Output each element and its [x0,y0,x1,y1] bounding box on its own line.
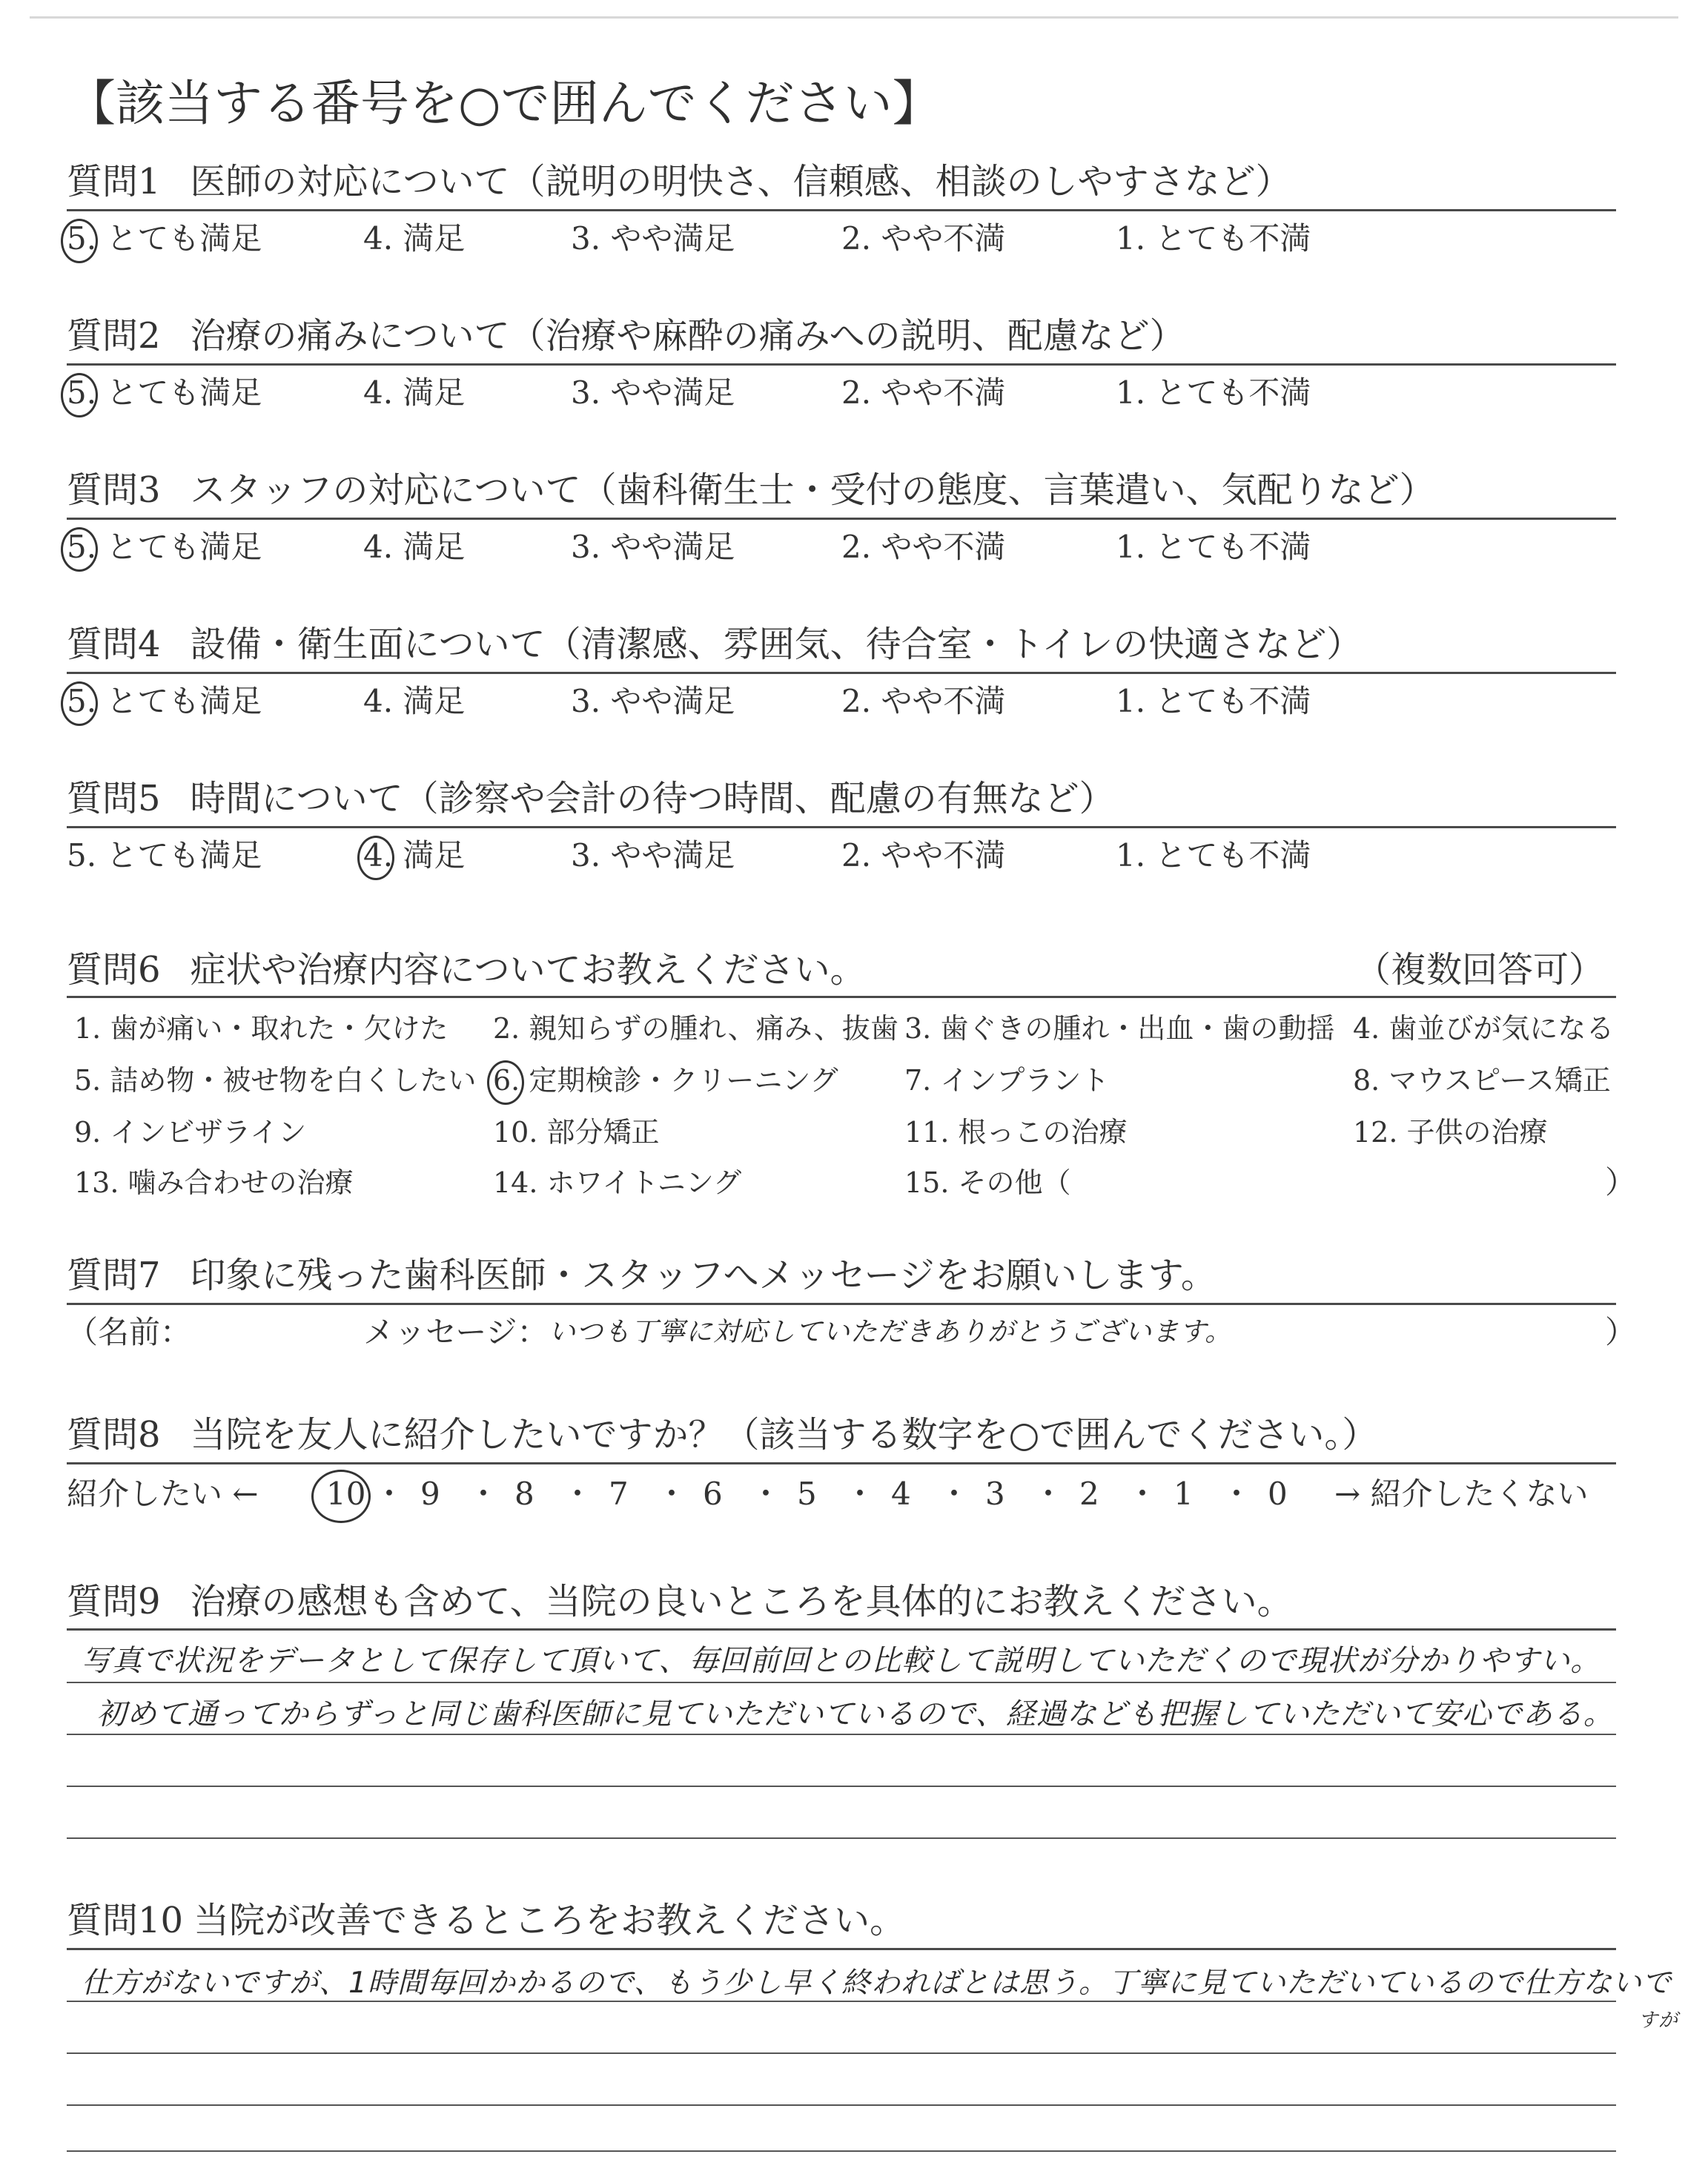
q2-text: 治療の痛みについて（治療や麻酔の痛みへの説明、配慮など） [190,315,1185,357]
q4-number: 質問4 [67,624,161,665]
q8-rule [67,1462,1616,1464]
q9-rule [67,1628,1616,1631]
q9-text: 治療の感想も含めて、当院の良いところを具体的にお教えください。 [190,1581,1293,1622]
q8-separator: ・ [656,1476,688,1512]
q6-rule [67,996,1616,998]
q8-title [67,1413,1377,1457]
q1-selected-circle [61,219,98,263]
q8-separator: ・ [374,1476,406,1512]
q3-text: スタッフの対応について（歯科衛生士・受付の態度、言葉遣い、気配りなど） [190,469,1435,511]
q5-option-3[interactable]: 3. やや満足 [571,837,735,873]
q2-rule [67,363,1616,366]
q5-selected-circle [357,836,394,880]
q5-number: 質問5 [67,778,161,819]
q1-rule [67,209,1616,211]
q10-answer-line-2: すが [1638,2009,1679,2032]
q9-line-1 [67,1682,1616,1683]
q10-title [67,1898,905,1943]
q10-line-3 [67,2104,1616,2106]
q8-right-label: → 紹介したくない [1334,1476,1589,1512]
q8-scale-4[interactable]: 4 [891,1476,911,1512]
q7-text: 印象に残った歯科医師・スタッフへメッセージをお願いします。 [190,1255,1217,1296]
q4-option-4[interactable]: 4. 満足 [363,683,466,719]
q6-option-1[interactable]: 1. 歯が痛い・取れた・欠けた [74,1012,448,1045]
q1-option-3[interactable]: 3. やや満足 [571,220,735,257]
q8-separator: ・ [562,1476,594,1512]
q7-number: 質問7 [67,1255,161,1296]
q9-answer-line-2: 初めて通ってからずっと同じ歯科医師に見ていただいているので、経過なども把握していただいて安心である。 [96,1697,1614,1731]
q2-title [67,314,1185,358]
q4-option-2[interactable]: 2. やや不満 [841,683,1006,719]
q2-option-5[interactable]: 5. とても満足 [67,374,262,411]
q5-text: 時間について（診察や会計の待つ時間、配慮の有無など） [190,778,1115,819]
top-border [30,16,1678,19]
q1-option-2[interactable]: 2. やや不満 [841,220,1006,257]
q3-option-4[interactable]: 4. 満足 [363,529,466,565]
q8-separator: ・ [468,1476,500,1512]
q1-option-1[interactable]: 1. とても不満 [1116,220,1311,257]
q2-option-2[interactable]: 2. やや不満 [841,374,1006,411]
q2-option-1[interactable]: 1. とても不満 [1116,374,1311,411]
q9-line-3 [67,1786,1616,1787]
q6-option-10[interactable]: 10. 部分矯正 [493,1116,660,1149]
q7-message-text: いつも丁寧に対応していただきありがとうございます。 [549,1317,1233,1347]
q6-option-9[interactable]: 9. インビザライン [74,1116,307,1149]
q8-scale-0[interactable]: 0 [1268,1476,1288,1512]
q8-scale-3[interactable]: 3 [985,1476,1005,1512]
q1-option-4[interactable]: 4. 満足 [363,220,466,257]
q8-number: 質問8 [67,1414,161,1456]
q3-option-3[interactable]: 3. やや満足 [571,529,735,565]
q3-title [67,468,1435,512]
q4-selected-circle [61,681,98,726]
q10-text: 当院が改善できるところをお教えください。 [193,1900,906,1941]
q9-number: 質問9 [67,1581,161,1622]
q8-separator: ・ [750,1476,782,1512]
q8-scale-6[interactable]: 6 [703,1476,723,1512]
q7-title [67,1253,1217,1298]
q2-option-3[interactable]: 3. やや満足 [571,374,735,411]
q1-number: 質問1 [67,161,161,202]
q4-title [67,622,1362,667]
q6-option-12[interactable]: 12. 子供の治療 [1353,1116,1548,1149]
q6-text: 症状や治療内容についてお教えください。 [190,949,866,991]
q1-text: 医師の対応について（説明の明快さ、信頼感、相談のしやすさなど） [190,161,1291,202]
q8-scale-1[interactable]: 1 [1174,1476,1194,1512]
q8-separator: ・ [939,1476,970,1512]
q8-selected-circle [311,1470,371,1523]
q10-line-1 [67,2001,1616,2002]
q8-separator: ・ [844,1476,876,1512]
q8-separator: ・ [1033,1476,1065,1512]
q9-answer-line-1: 写真で状況をデータとして保存して頂いて、毎回前回との比較して説明していただくので現状が分かりやすい。 [82,1644,1601,1678]
q10-number: 質問10 [67,1900,184,1941]
q1-title [67,159,1291,204]
q6-option-5[interactable]: 5. 詰め物・被せ物を白くしたい [74,1064,477,1097]
q8-left-label: 紹介したい ← [67,1476,259,1512]
q4-rule [67,672,1616,674]
q8-separator: ・ [1127,1476,1159,1512]
q8-scale-5[interactable]: 5 [797,1476,817,1512]
q8-separator: ・ [1221,1476,1253,1512]
q8-scale-2[interactable]: 2 [1079,1476,1099,1512]
q10-rule [67,1948,1616,1950]
q5-option-2[interactable]: 2. やや不満 [841,837,1006,873]
q6-option-2[interactable]: 2. 親知らずの腫れ、痛み、抜歯 [493,1012,898,1045]
q2-option-4[interactable]: 4. 満足 [363,374,466,411]
q5-option-1[interactable]: 1. とても不満 [1116,837,1311,873]
q6-title [67,948,866,992]
q7-rule [67,1303,1616,1305]
q6-option-14[interactable]: 14. ホワイトニング [493,1166,742,1199]
q9-line-2 [67,1734,1616,1735]
q5-title [67,776,1115,821]
q8-text: 当院を友人に紹介したいですか？（該当する数字を○で囲んでください。） [190,1414,1378,1456]
q6-option-15[interactable]: 15. その他（ [904,1166,1071,1199]
q8-scale-9[interactable]: 9 [420,1476,440,1512]
q4-option-3[interactable]: 3. やや満足 [571,683,735,719]
q6-option-7[interactable]: 7. インプラント [904,1064,1110,1097]
q6-option-8[interactable]: 8. マウスピース矯正 [1353,1064,1611,1097]
q6-multiple-note: （複数回答可） [1354,949,1604,991]
q6-selected-circle [487,1060,524,1105]
q10-answer-line-1: 仕方がないですが、1時間毎回かかるので、もう少し早く終わればとは思う。丁寧に見ていただいているので仕方ないで [82,1966,1672,2000]
q5-rule [67,826,1616,828]
q10-line-4 [67,2150,1616,2152]
q1-option-5[interactable]: 5. とても満足 [67,220,262,257]
page-heading: 【該当する番号を○で囲んでください】 [67,75,941,132]
q6-option-11[interactable]: 11. 根っこの治療 [904,1116,1128,1149]
q3-option-5[interactable]: 5. とても満足 [67,529,262,565]
q3-option-1[interactable]: 1. とても不満 [1116,529,1311,565]
q6-option-13[interactable]: 13. 噛み合わせの治療 [74,1166,354,1199]
q7-name-label: （名前： [67,1314,192,1350]
q4-text: 設備・衛生面について（清潔感、雰囲気、待合室・トイレの快適さなど） [190,624,1363,665]
q2-selected-circle [61,373,98,417]
q7-close: ） [1605,1314,1637,1350]
q9-line-4 [67,1837,1616,1839]
q3-rule [67,518,1616,520]
q6-number: 質問6 [67,949,161,991]
q9-title [67,1579,1293,1624]
q5-option-5[interactable]: 5. とても満足 [67,837,262,873]
q8-scale-7[interactable]: 7 [609,1476,629,1512]
q8-scale-10[interactable]: 10 [326,1476,366,1512]
q6-other-close: ） [1605,1164,1637,1200]
q7-message-label: メッセージ： [363,1314,549,1350]
q10-line-2 [67,2052,1616,2054]
q4-option-5[interactable]: 5. とても満足 [67,683,262,719]
q8-scale-8[interactable]: 8 [514,1476,534,1512]
q6-option-3[interactable]: 3. 歯ぐきの腫れ・出血・歯の動揺 [904,1012,1335,1045]
q3-number: 質問3 [67,469,161,511]
q5-option-4[interactable]: 4. 満足 [363,837,466,873]
q6-option-4[interactable]: 4. 歯並びが気になる [1353,1012,1615,1045]
q3-option-2[interactable]: 2. やや不満 [841,529,1006,565]
q4-option-1[interactable]: 1. とても不満 [1116,683,1311,719]
q3-selected-circle [61,527,98,572]
q6-option-6[interactable]: 6. 定期検診・クリーニング [493,1064,838,1097]
q2-number: 質問2 [67,315,161,357]
